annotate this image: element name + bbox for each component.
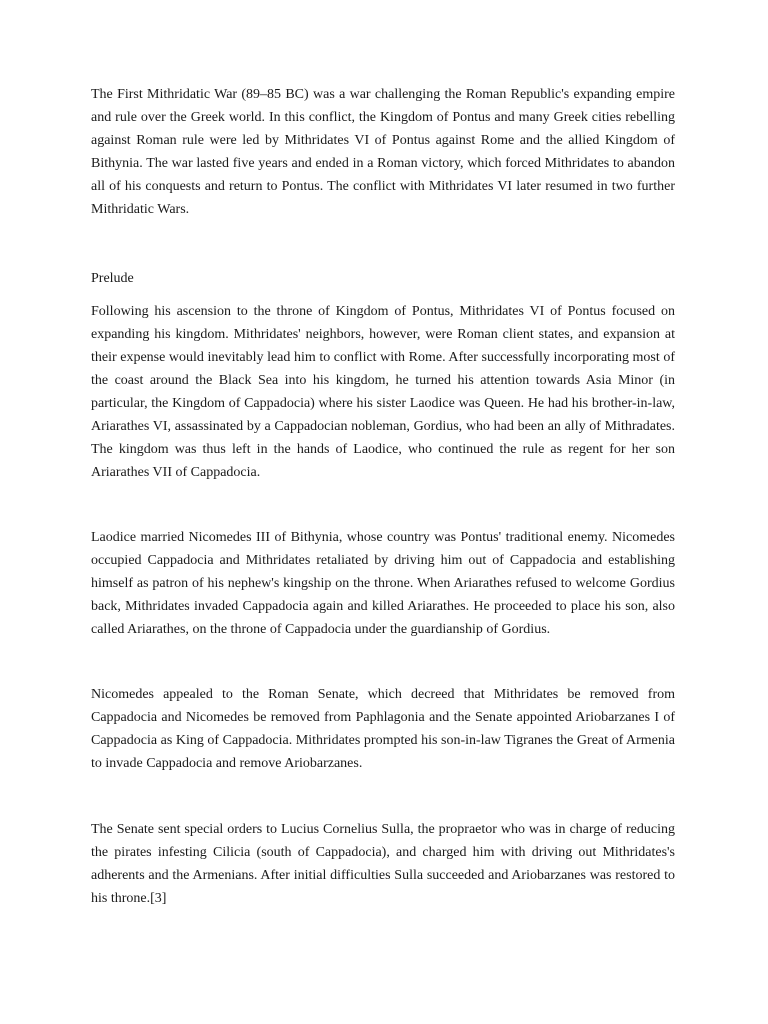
- prelude-paragraph-3: Nicomedes appealed to the Roman Senate, which decreed that Mithridates be removed from Cappadocia and Nicomedes be removed from Paphlagonia and the Senate appointed Ariobarzanes I of Cappadocia as King of Cappadocia. Mithridates prompted his son-in-law Tigranes the Great of Armenia to invade Cappadocia and remove Ariobarzanes.: [91, 687, 675, 771]
- prelude-paragraph-2: Laodice married Nicomedes III of Bithynia, whose country was Pontus' traditional enemy. Nicomedes occupied Cappadocia and Mithridates retaliated by driving him out of Cappadocia and establishing himself as patron of his nephew's kingship on the throne. When Ariarathes refused to welcome Gordius back, Mithridates invaded Cappadocia again and killed Ariarathes. He proceeded to place his son, also called Ariarathes, on the throne of Cappadocia under the guardianship of Gordius.: [91, 530, 675, 637]
- intro-paragraph: The First Mithridatic War (89–85 BC) was a war challenging the Roman Republic's expanding empire and rule over the Greek world. In this conflict, the Kingdom of Pontus and many Greek cities rebelling against Roman rule were led by Mithridates VI of Pontus against Rome and the allied Kingdom of Bithynia. The war lasted five years and ended in a Roman victory, which forced Mithridates to abandon all of his conquests and return to Pontus. The conflict with Mithridates VI later resumed in two further Mithridatic Wars.: [91, 87, 675, 217]
- section-heading-prelude: Prelude: [91, 271, 134, 286]
- document-page: [91, 83, 675, 910]
- prelude-paragraph-4: The Senate sent special orders to Lucius Cornelius Sulla, the propraetor who was in charge of reducing the pirates infesting Cilicia (south of Cappadocia), and charged him with driving out Mithridates's adherents and the Armenians. After initial difficulties Sulla succeeded and Ariobarzanes was restored to his throne.[3]: [91, 822, 675, 906]
- prelude-paragraph-1: Following his ascension to the throne of Kingdom of Pontus, Mithridates VI of Pontus focused on expanding his kingdom. Mithridates' neighbors, however, were Roman client states, and expansion at their expense would inevitably lead him to conflict with Rome. After successfully incorporating most of the coast around the Black Sea into his kingdom, he turned his attention towards Asia Minor (in particular, the Kingdom of Cappadocia) where his sister Laodice was Queen. He had his brother-in-law, Ariarathes VI, assassinated by a Cappadocian nobleman, Gordius, who had been an ally of Mithradates. The kingdom was thus left in the hands of Laodice, who continued the rule as regent for her son Ariarathes VII of Cappadocia.: [91, 304, 675, 480]
